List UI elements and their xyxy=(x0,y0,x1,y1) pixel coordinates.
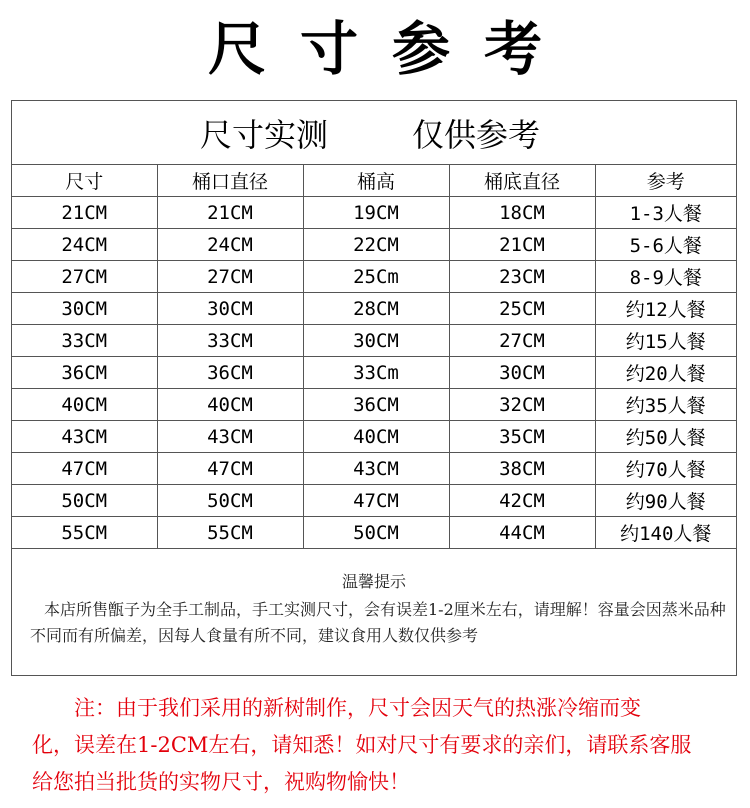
cell-height: 19CM xyxy=(303,197,449,229)
cell-bottom-diameter: 30CM xyxy=(449,357,595,389)
note-line-1: 注：由于我们采用的新树制作，尺寸会因天气的热涨冷缩而变 xyxy=(74,696,641,720)
cell-size: 21CM xyxy=(12,197,157,229)
cell-bottom-diameter: 23CM xyxy=(449,261,595,293)
table-row xyxy=(12,453,736,485)
table-row xyxy=(12,229,736,261)
cell-top-diameter: 40CM xyxy=(157,389,303,421)
cell-bottom-diameter: 18CM xyxy=(449,197,595,229)
note-line-2: 化，误差在1-2CM左右，请知悉！如对尺寸有要求的亲们，请联系客服 xyxy=(32,733,692,757)
cell-size: 47CM xyxy=(12,453,157,485)
cell-height: 22CM xyxy=(303,229,449,261)
header-servings: 参考 xyxy=(595,165,736,197)
cell-top-diameter: 50CM xyxy=(157,485,303,517)
cell-servings: 8-9人餐 xyxy=(595,261,736,293)
cell-size: 24CM xyxy=(12,229,157,261)
cell-servings: 1-3人餐 xyxy=(595,197,736,229)
cell-size: 40CM xyxy=(12,389,157,421)
cell-size: 27CM xyxy=(12,261,157,293)
cell-bottom-diameter: 32CM xyxy=(449,389,595,421)
cell-bottom-diameter: 21CM xyxy=(449,229,595,261)
cell-size: 36CM xyxy=(12,357,157,389)
cell-top-diameter: 33CM xyxy=(157,325,303,357)
cell-servings: 约50人餐 xyxy=(595,421,736,453)
table-subtitle xyxy=(12,101,736,164)
cell-servings: 约20人餐 xyxy=(595,357,736,389)
warm-tips xyxy=(12,571,736,649)
cell-bottom-diameter: 42CM xyxy=(449,485,595,517)
cell-size: 50CM xyxy=(12,485,157,517)
cell-top-diameter: 47CM xyxy=(157,453,303,485)
cell-servings: 约15人餐 xyxy=(595,325,736,357)
subtitle-measured: 尺寸实测 xyxy=(200,116,329,154)
cell-height: 30CM xyxy=(303,325,449,357)
page-title: 尺寸参考 xyxy=(207,15,576,83)
cell-top-diameter: 55CM xyxy=(157,517,303,549)
cell-top-diameter: 27CM xyxy=(157,261,303,293)
cell-bottom-diameter: 44CM xyxy=(449,517,595,549)
cell-height: 50CM xyxy=(303,517,449,549)
cell-top-diameter: 24CM xyxy=(157,229,303,261)
table-row xyxy=(12,261,736,293)
cell-size: 33CM xyxy=(12,325,157,357)
cell-servings: 约12人餐 xyxy=(595,293,736,325)
cell-top-diameter: 43CM xyxy=(157,421,303,453)
cell-height: 40CM xyxy=(303,421,449,453)
header-height: 桶高 xyxy=(303,165,449,197)
table-row xyxy=(12,293,736,325)
table-row xyxy=(12,325,736,357)
cell-bottom-diameter: 38CM xyxy=(449,453,595,485)
size-chart-panel xyxy=(11,100,737,676)
table-row xyxy=(12,357,736,389)
cell-size: 55CM xyxy=(12,517,157,549)
cell-bottom-diameter: 25CM xyxy=(449,293,595,325)
table-header-row xyxy=(12,165,736,197)
cell-servings: 约70人餐 xyxy=(595,453,736,485)
table-row xyxy=(12,389,736,421)
cell-size: 30CM xyxy=(12,293,157,325)
table-row xyxy=(12,197,736,229)
cell-top-diameter: 21CM xyxy=(157,197,303,229)
subtitle-reference-only: 仅供参考 xyxy=(412,116,541,154)
note-line-3: 给您拍当批货的实物尺寸，祝购物愉快！ xyxy=(32,770,410,794)
table-row xyxy=(12,485,736,517)
size-table xyxy=(12,164,736,549)
cell-height: 33Cm xyxy=(303,357,449,389)
table-row xyxy=(12,517,736,549)
cell-height: 36CM xyxy=(303,389,449,421)
cell-servings: 约90人餐 xyxy=(595,485,736,517)
cell-height: 25Cm xyxy=(303,261,449,293)
cell-servings: 约140人餐 xyxy=(595,517,736,549)
header-size: 尺寸 xyxy=(12,165,157,197)
header-bottom-diameter: 桶底直径 xyxy=(449,165,595,197)
cell-top-diameter: 30CM xyxy=(157,293,303,325)
tips-heading: 温馨提示 xyxy=(341,572,406,591)
cell-height: 47CM xyxy=(303,485,449,517)
cell-top-diameter: 36CM xyxy=(157,357,303,389)
red-note xyxy=(32,690,732,801)
tips-body: 本店所售甑子为全手工制品，手工实测尺寸，会有误差1-2厘米左右，请理解！容量会因蒸米品种不同而有所偏差，因每人食量有所不同，建议食用人数仅供参考 xyxy=(30,600,726,645)
cell-servings: 5-6人餐 xyxy=(595,229,736,261)
cell-height: 43CM xyxy=(303,453,449,485)
table-row xyxy=(12,421,736,453)
cell-height: 28CM xyxy=(303,293,449,325)
cell-servings: 约35人餐 xyxy=(595,389,736,421)
cell-size: 43CM xyxy=(12,421,157,453)
cell-bottom-diameter: 35CM xyxy=(449,421,595,453)
cell-bottom-diameter: 27CM xyxy=(449,325,595,357)
header-top-diameter: 桶口直径 xyxy=(157,165,303,197)
